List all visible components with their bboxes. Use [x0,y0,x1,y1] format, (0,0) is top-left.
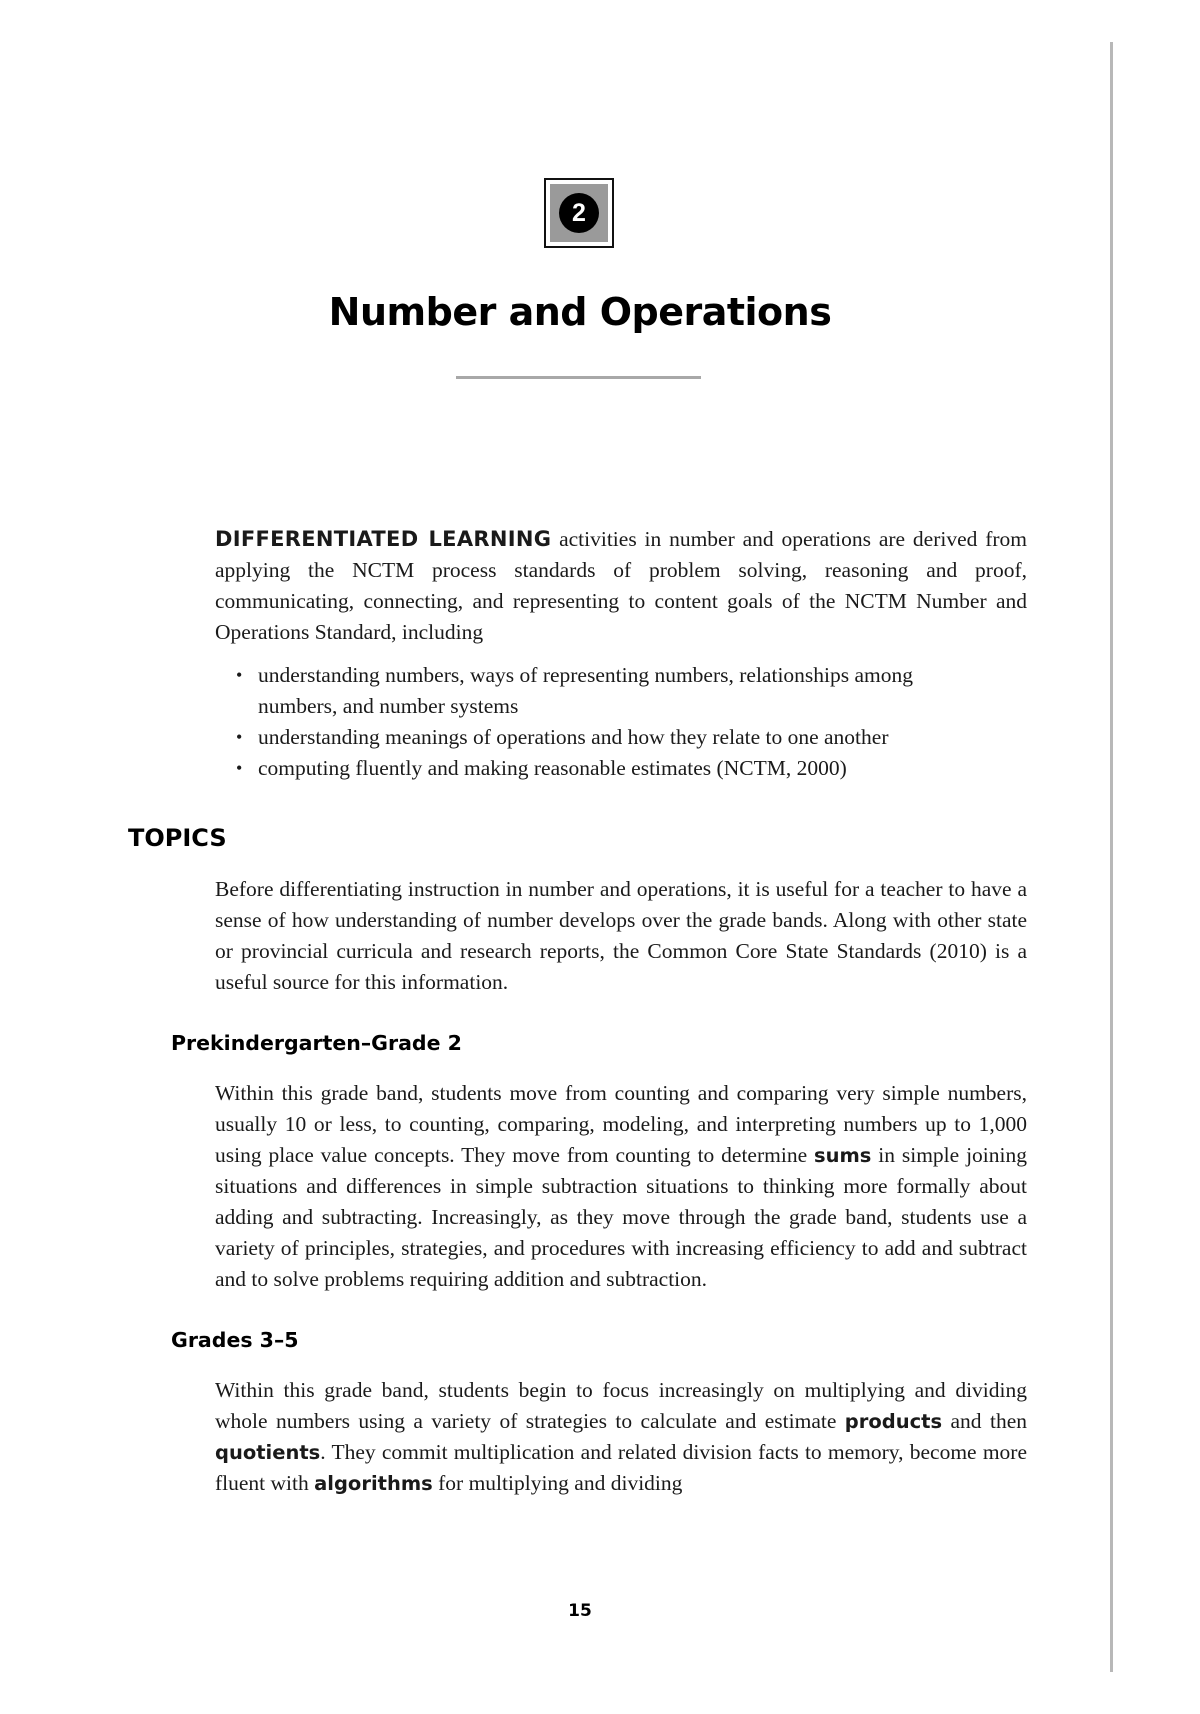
grades35-text-1: Within this grade band, students begin to focus increasingly on multiplying and dividing whole numbers using a variety of strategies to calculate and estimate [215,1378,1027,1433]
bullet-icon: • [236,665,243,685]
bullet-icon: • [236,758,243,778]
prek2-paragraph [215,1078,1027,1295]
goal-text: understanding meanings of operations and how they relate to one another [258,725,889,749]
goal-text: understanding numbers, ways of representing numbers, relationships among numbers, and number systems [258,663,914,718]
grades35-term-quotients: quotients [215,1441,321,1464]
chapter-number-badge-inner [550,184,608,242]
prek2-text-2: in simple joining situations and differences in simple subtraction situations to thinking more formally about adding and subtracting. Increasingly, as they move through the grade band, students use a variety of principles, strategies, and procedures with increasing efficiency to add and subtract and to solve problems requiring addition and subtraction. [215,1143,1027,1291]
goals-list [236,660,996,784]
topics-paragraph: Before differentiating instruction in number and operations, it is useful for a teacher to have a sense of how understanding of number develops over the grade bands. Along with other state or provincial curricula and research reports, the Common Core State Standards (2010) is a useful source for this information. [215,877,1027,994]
grades35-heading: Grades 3–5 [171,1328,299,1352]
prek2-text-1: Within this grade band, students move from counting and comparing very simple numbers, usually 10 or less, to counting, comparing, modeling, and interpreting numbers up to 1,000 using place value concepts. They move from counting to determine [215,1081,1027,1167]
prek2-heading: Prekindergarten–Grade 2 [171,1031,462,1055]
goal-text: computing fluently and making reasonable estimates (NCTM, 2000) [258,756,847,780]
intro-lead: DIFFERENTIATED LEARNING [215,527,552,551]
page-number: 15 [568,1601,592,1621]
bullet-icon: • [236,727,243,747]
grades35-paragraph [215,1375,1027,1499]
grades35-text-3: . They commit multiplication and related division facts to memory, become more fluent with [215,1440,1027,1495]
grades35-text-4: for multiplying and dividing [432,1471,683,1495]
list-item [236,660,996,722]
grades35-text-2: and then [942,1409,1027,1433]
intro-text: activities in number and operations are derived from applying the NCTM process standards of problem solving, reasoning and proof, communicating, connecting, and representing to content goals of the NCTM Number and Operations Standard, including [215,527,1027,644]
topics-heading: TOPICS [128,824,227,852]
grades35-term-products: products [844,1410,943,1433]
list-item [236,753,996,784]
chapter-number: 2 [559,193,599,233]
prek2-term-sums: sums [814,1144,872,1167]
title-divider [456,376,701,379]
chapter-body [0,524,1200,1499]
intro-paragraph [215,524,1027,648]
list-item [236,722,996,753]
chapter-title: Number and Operations [328,290,832,334]
chapter-number-badge [544,178,614,248]
grades35-term-algorithms: algorithms [314,1472,433,1495]
